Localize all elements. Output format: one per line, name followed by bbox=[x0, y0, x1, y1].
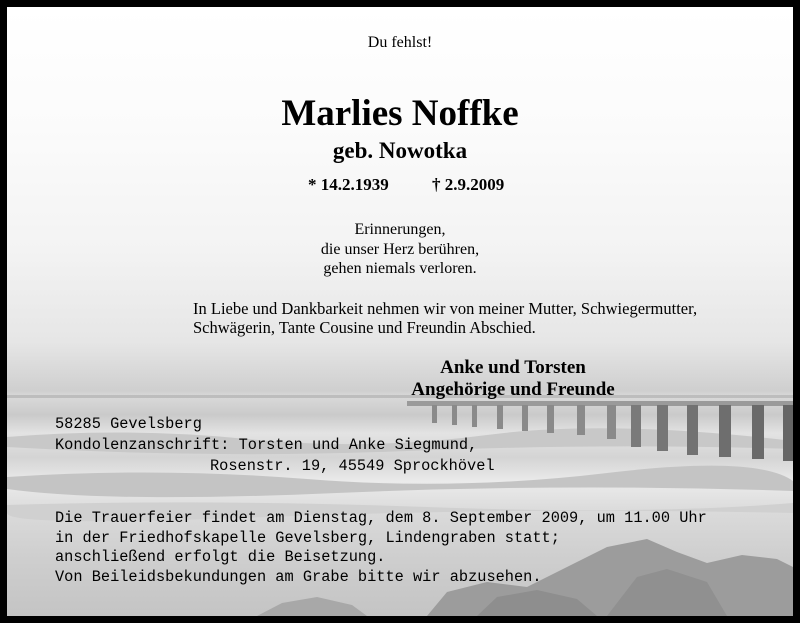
service-info-line: in der Friedhofskapelle Gevelsberg, Lindengraben statt; bbox=[55, 529, 560, 547]
maiden-name: geb. Nowotka bbox=[332, 138, 468, 163]
verse-line: die unser Herz berühren, bbox=[320, 241, 480, 258]
death-date: † 2.9.2009 bbox=[432, 175, 505, 194]
verse-line: gehen niemals verloren. bbox=[323, 260, 477, 277]
farewell-text-line: Schwägerin, Tante Cousine und Freundin Abschied. bbox=[193, 318, 536, 337]
signatory-line: Anke und Torsten bbox=[440, 357, 586, 378]
condolence-address: Kondolenzanschrift: Torsten und Anke Siegmund, bbox=[55, 436, 478, 454]
tagline: Du fehlst! bbox=[367, 34, 433, 51]
service-info-line: Von Beileidsbekundungen am Grabe bitte wir abzusehen. bbox=[55, 568, 542, 586]
signatory-line: Angehörige und Freunde bbox=[411, 379, 615, 400]
birth-date: * 14.2.1939 bbox=[308, 175, 389, 194]
condolence-street: Rosenstr. 19, 45549 Sprockhövel bbox=[210, 457, 495, 475]
address-city: 58285 Gevelsberg bbox=[55, 415, 202, 433]
service-info-line: anschließend erfolgt die Beisetzung. bbox=[55, 548, 386, 566]
verse-line: Erinnerungen, bbox=[354, 221, 446, 238]
deceased-name: Marlies Noffke bbox=[281, 93, 519, 134]
farewell-text-line: In Liebe und Dankbarkeit nehmen wir von meiner Mutter, Schwiegermutter, bbox=[193, 299, 698, 318]
service-info-line: Die Trauerfeier findet am Dienstag, dem 8. September 2009, um 11.00 Uhr bbox=[55, 509, 707, 527]
obituary-notice bbox=[7, 7, 793, 616]
